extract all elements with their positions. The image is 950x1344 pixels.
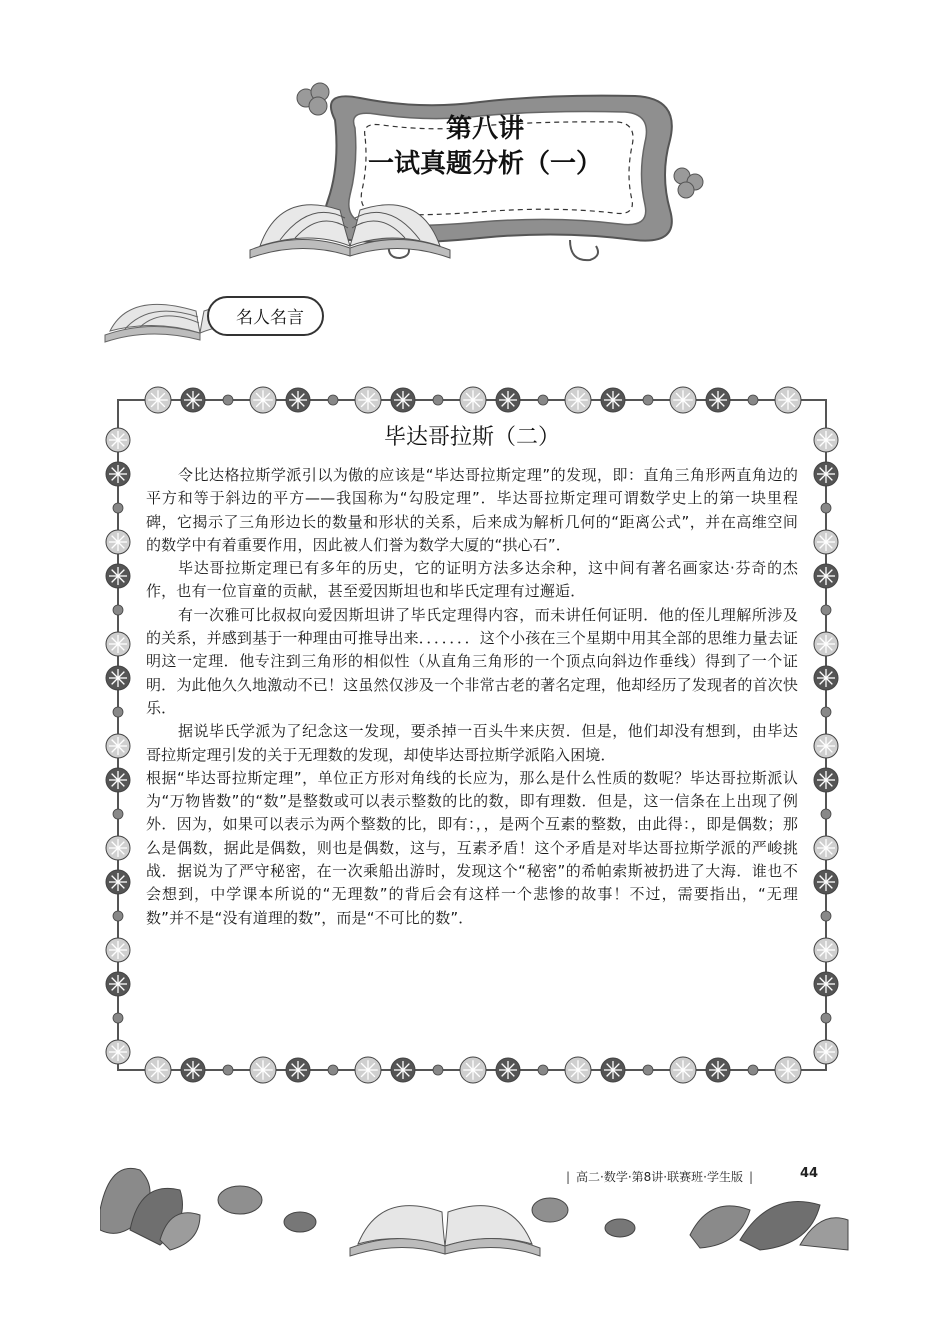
- article-paragraph-3: 有一次雅可比叔叔向爱因斯坦讲了毕氏定理得内容，而未讲任何证明．他的侄儿理解所涉及的关系，并感到基于一种理由可推导出来．．．．．．．这个小孩在三个星期中用其全部的思维力量去证明这一定理．他专注到三角形的相似性（从直角三角形的一个顶点向斜边作垂线）得到了一个证明．为此他久久地激动不已！这虽然仅涉及一个非常古老的著名定理，他却经历了发现者的首次快乐．: [146, 605, 798, 717]
- article: [146, 422, 798, 930]
- lecture-number: 第八讲: [445, 114, 524, 144]
- article-paragraph-5: 根据“毕达哥拉斯定理”，单位正方形对角线的长应为，那么是什么性质的数呢？毕达哥拉斯派认为“万物皆数”的“数”是整数或可以表示整数的比的数，即有理数．但是，这一信条在上出现了例外．因为，如果可以表示为两个整数的比，即有：，，是两个互素的整数，由此得：，即是偶数；那么是偶数，据此是偶数，则也是偶数，这与，互素矛盾！这个矛盾是对毕达哥拉斯学派的严峻挑战．据说为了严守秘密，在一次乘船出游时，发现这个“秘密”的希帕索斯被扔进了大海．谁也不会想到，中学课本所说的“无理数”的背后会有这样一个悲惨的故事！不过，需要指出，“无理数”并不是“没有道理的数”，而是“不可比的数”．: [146, 768, 798, 927]
- footer-leaves-art: [100, 1150, 850, 1260]
- lecture-banner: [240, 80, 710, 270]
- article-paragraph-4: 据说毕氏学派为了纪念这一发现，要杀掉一百头牛来庆贺．但是，他们却没有想到，由毕达哥拉斯定理引发的关于无理数的发现，却使毕达哥拉斯学派陷入困境．: [146, 722, 798, 764]
- lecture-title: 一试真题分析（一）: [367, 149, 602, 179]
- course-info-text: 高二·数学·第8讲·联赛班·学生版: [576, 1170, 743, 1184]
- article-title: 毕达哥拉斯（二）: [383, 425, 560, 450]
- footer-course-info: | 高二·数学·第8讲·联赛班·学生版 |: [566, 1170, 753, 1184]
- section-tag-label: 名人名言: [236, 308, 304, 328]
- article-paragraph-1: 令比达格拉斯学派引以为傲的应该是“毕达哥拉斯定理”的发现，即：直角三角形两直角边的平方和等于斜边的平方——我国称为“勾股定理”．毕达哥拉斯定理可谓数学史上的第一块里程碑，它揭示了三角形边长的数量和形状的关系，后来成为解析几何的“距离公式”，并在高维空间的数学中有着重要作用，因此被人们誉为数学大厦的“拱心石”．: [146, 466, 798, 554]
- section-tag: [100, 285, 330, 345]
- page-number: 44: [800, 1166, 819, 1181]
- article-paragraph-2: 毕达哥拉斯定理已有多年的历史，它的证明方法多达余种，这中间有著名画家达·芬奇的杰作，也有一位盲童的贡献，甚至爱因斯坦也和毕氏定理有过邂逅．: [146, 559, 798, 601]
